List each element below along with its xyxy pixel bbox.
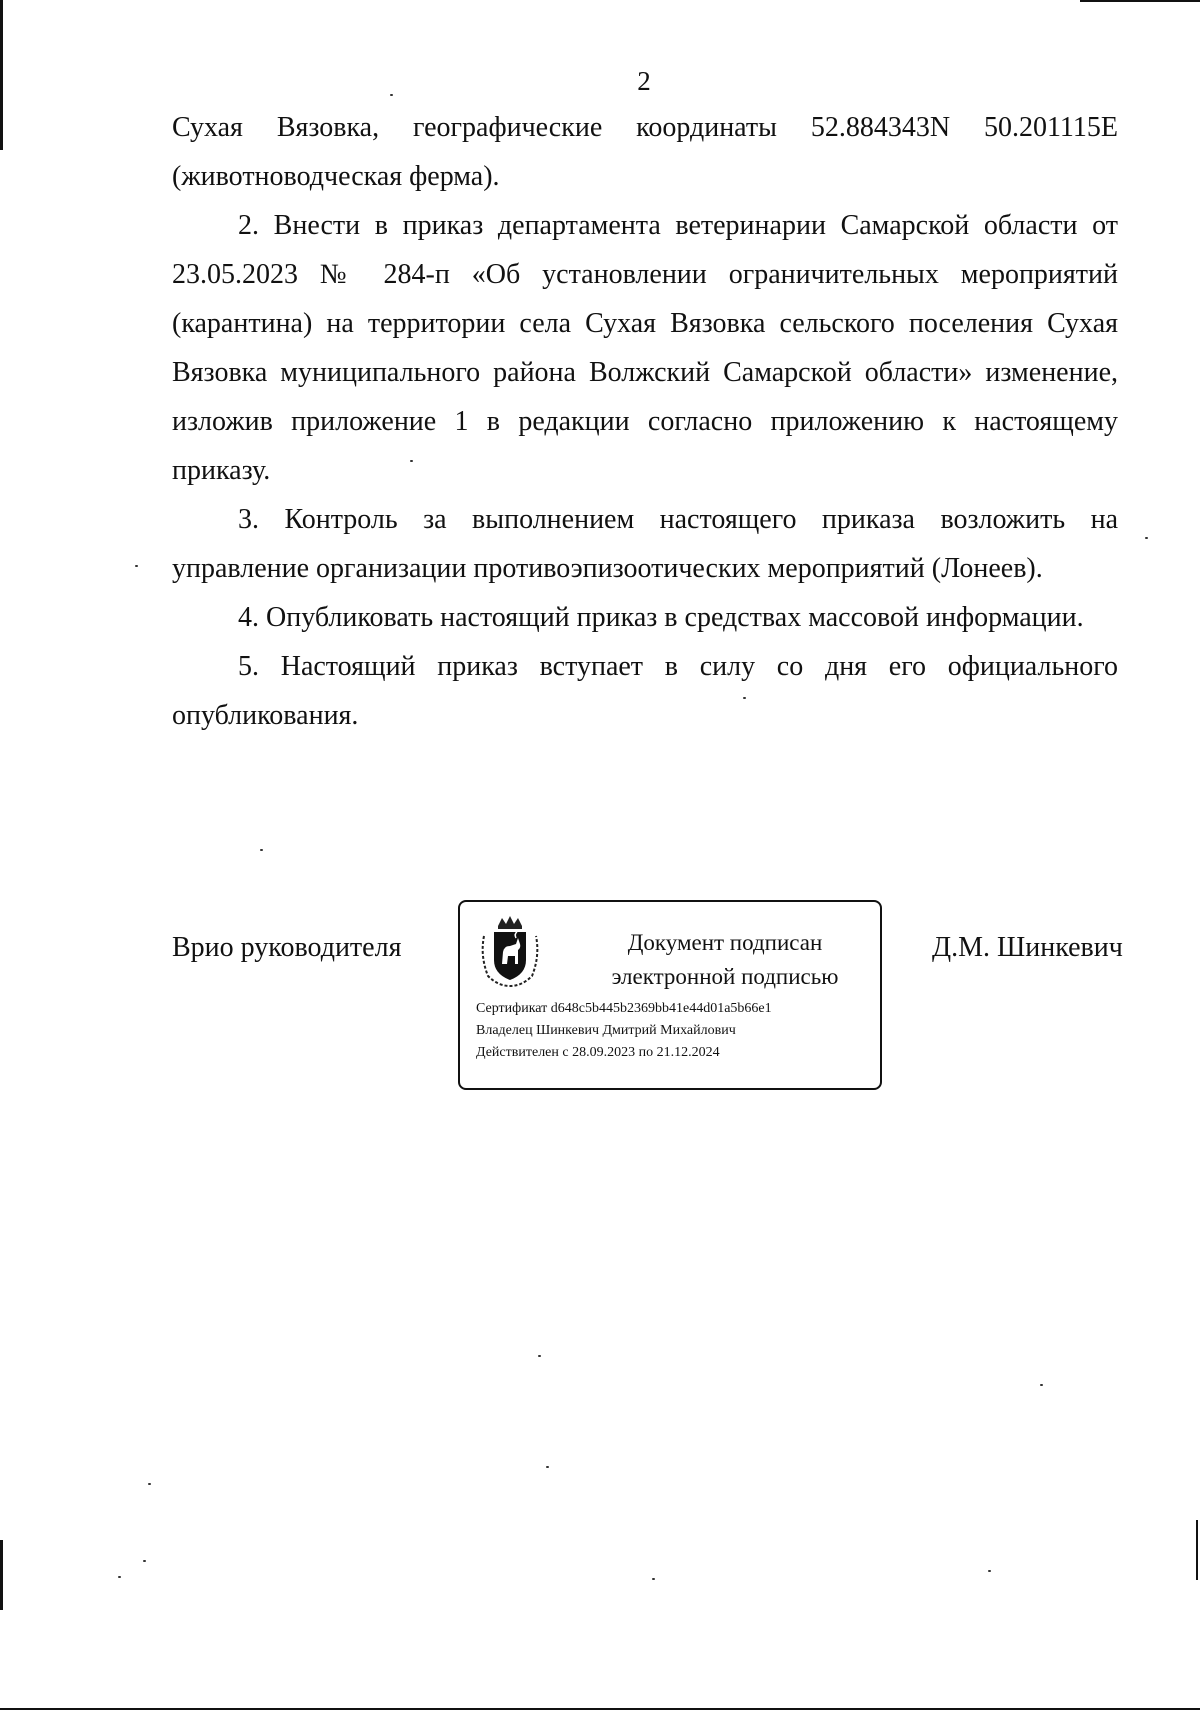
scan-speck (143, 1560, 146, 1562)
stamp-title-line-2: электронной подписью (611, 964, 839, 989)
paragraph-item-4: 4. Опубликовать настоящий приказ в средствах массовой информации. (238, 602, 1084, 633)
stamp-certificate-details (476, 998, 876, 1064)
scan-speck (260, 849, 263, 851)
scan-edge-right-bottom (1196, 1520, 1198, 1580)
stamp-title-line-1: Документ подписан (627, 930, 823, 955)
stamp-validity: Действителен с 28.09.2023 по 21.12.2024 (476, 1045, 720, 1060)
scan-speck (988, 1570, 991, 1572)
scan-speck (652, 1578, 655, 1580)
stamp-title (580, 926, 870, 994)
scan-speck (538, 1355, 541, 1357)
paragraph-item-2: 2. Внести в приказ департамента ветеринарии Самарской области от 23.05.2023 № 284-п «Об установлении ограничительных мероприятий (карантина) на территории села Сухая Вязовка сельского поселения Сухая Вязовка муниципального района Волжский Самарской области» изменение, изложив приложение 1 в редакции согласно приложению к настоящему приказу. (172, 210, 1118, 486)
scan-speck (118, 1576, 121, 1578)
scan-speck (135, 565, 138, 567)
electronic-signature-stamp (458, 900, 882, 1090)
document-body (172, 103, 1118, 740)
page-number (0, 66, 1200, 96)
paragraph-continuation: Сухая Вязовка, географические координаты 52.884343N 50.201115E (животноводческая ферма). (172, 112, 1118, 192)
scan-speck (148, 1483, 151, 1485)
samara-coat-of-arms-icon (478, 916, 542, 988)
scan-speck (1040, 1384, 1043, 1386)
paragraph-item-3: 3. Контроль за выполнением настоящего приказа возложить на управление организации противоэпизоотических мероприятий (Лонеев). (172, 504, 1118, 584)
paragraph-item-5: 5. Настоящий приказ вступает в силу со дня его официального опубликования. (172, 651, 1118, 731)
signatory-name: Д.М. Шинкевич (932, 932, 1123, 963)
scan-edge-right-top (1080, 0, 1200, 2)
signature-block (0, 900, 1200, 1100)
scan-speck (546, 1466, 549, 1468)
scan-edge-left-bottom (0, 1540, 3, 1610)
scan-speck (1145, 537, 1148, 539)
scan-edge-bottom (0, 1708, 1200, 1710)
stamp-certificate: Сертификат d648c5b445b2369bb41e44d01a5b66e1 (476, 1001, 772, 1016)
signatory-position: Врио руководителя (172, 932, 402, 963)
stamp-owner: Владелец Шинкевич Дмитрий Михайлович (476, 1023, 736, 1038)
page-number-text: 2 (637, 66, 651, 96)
